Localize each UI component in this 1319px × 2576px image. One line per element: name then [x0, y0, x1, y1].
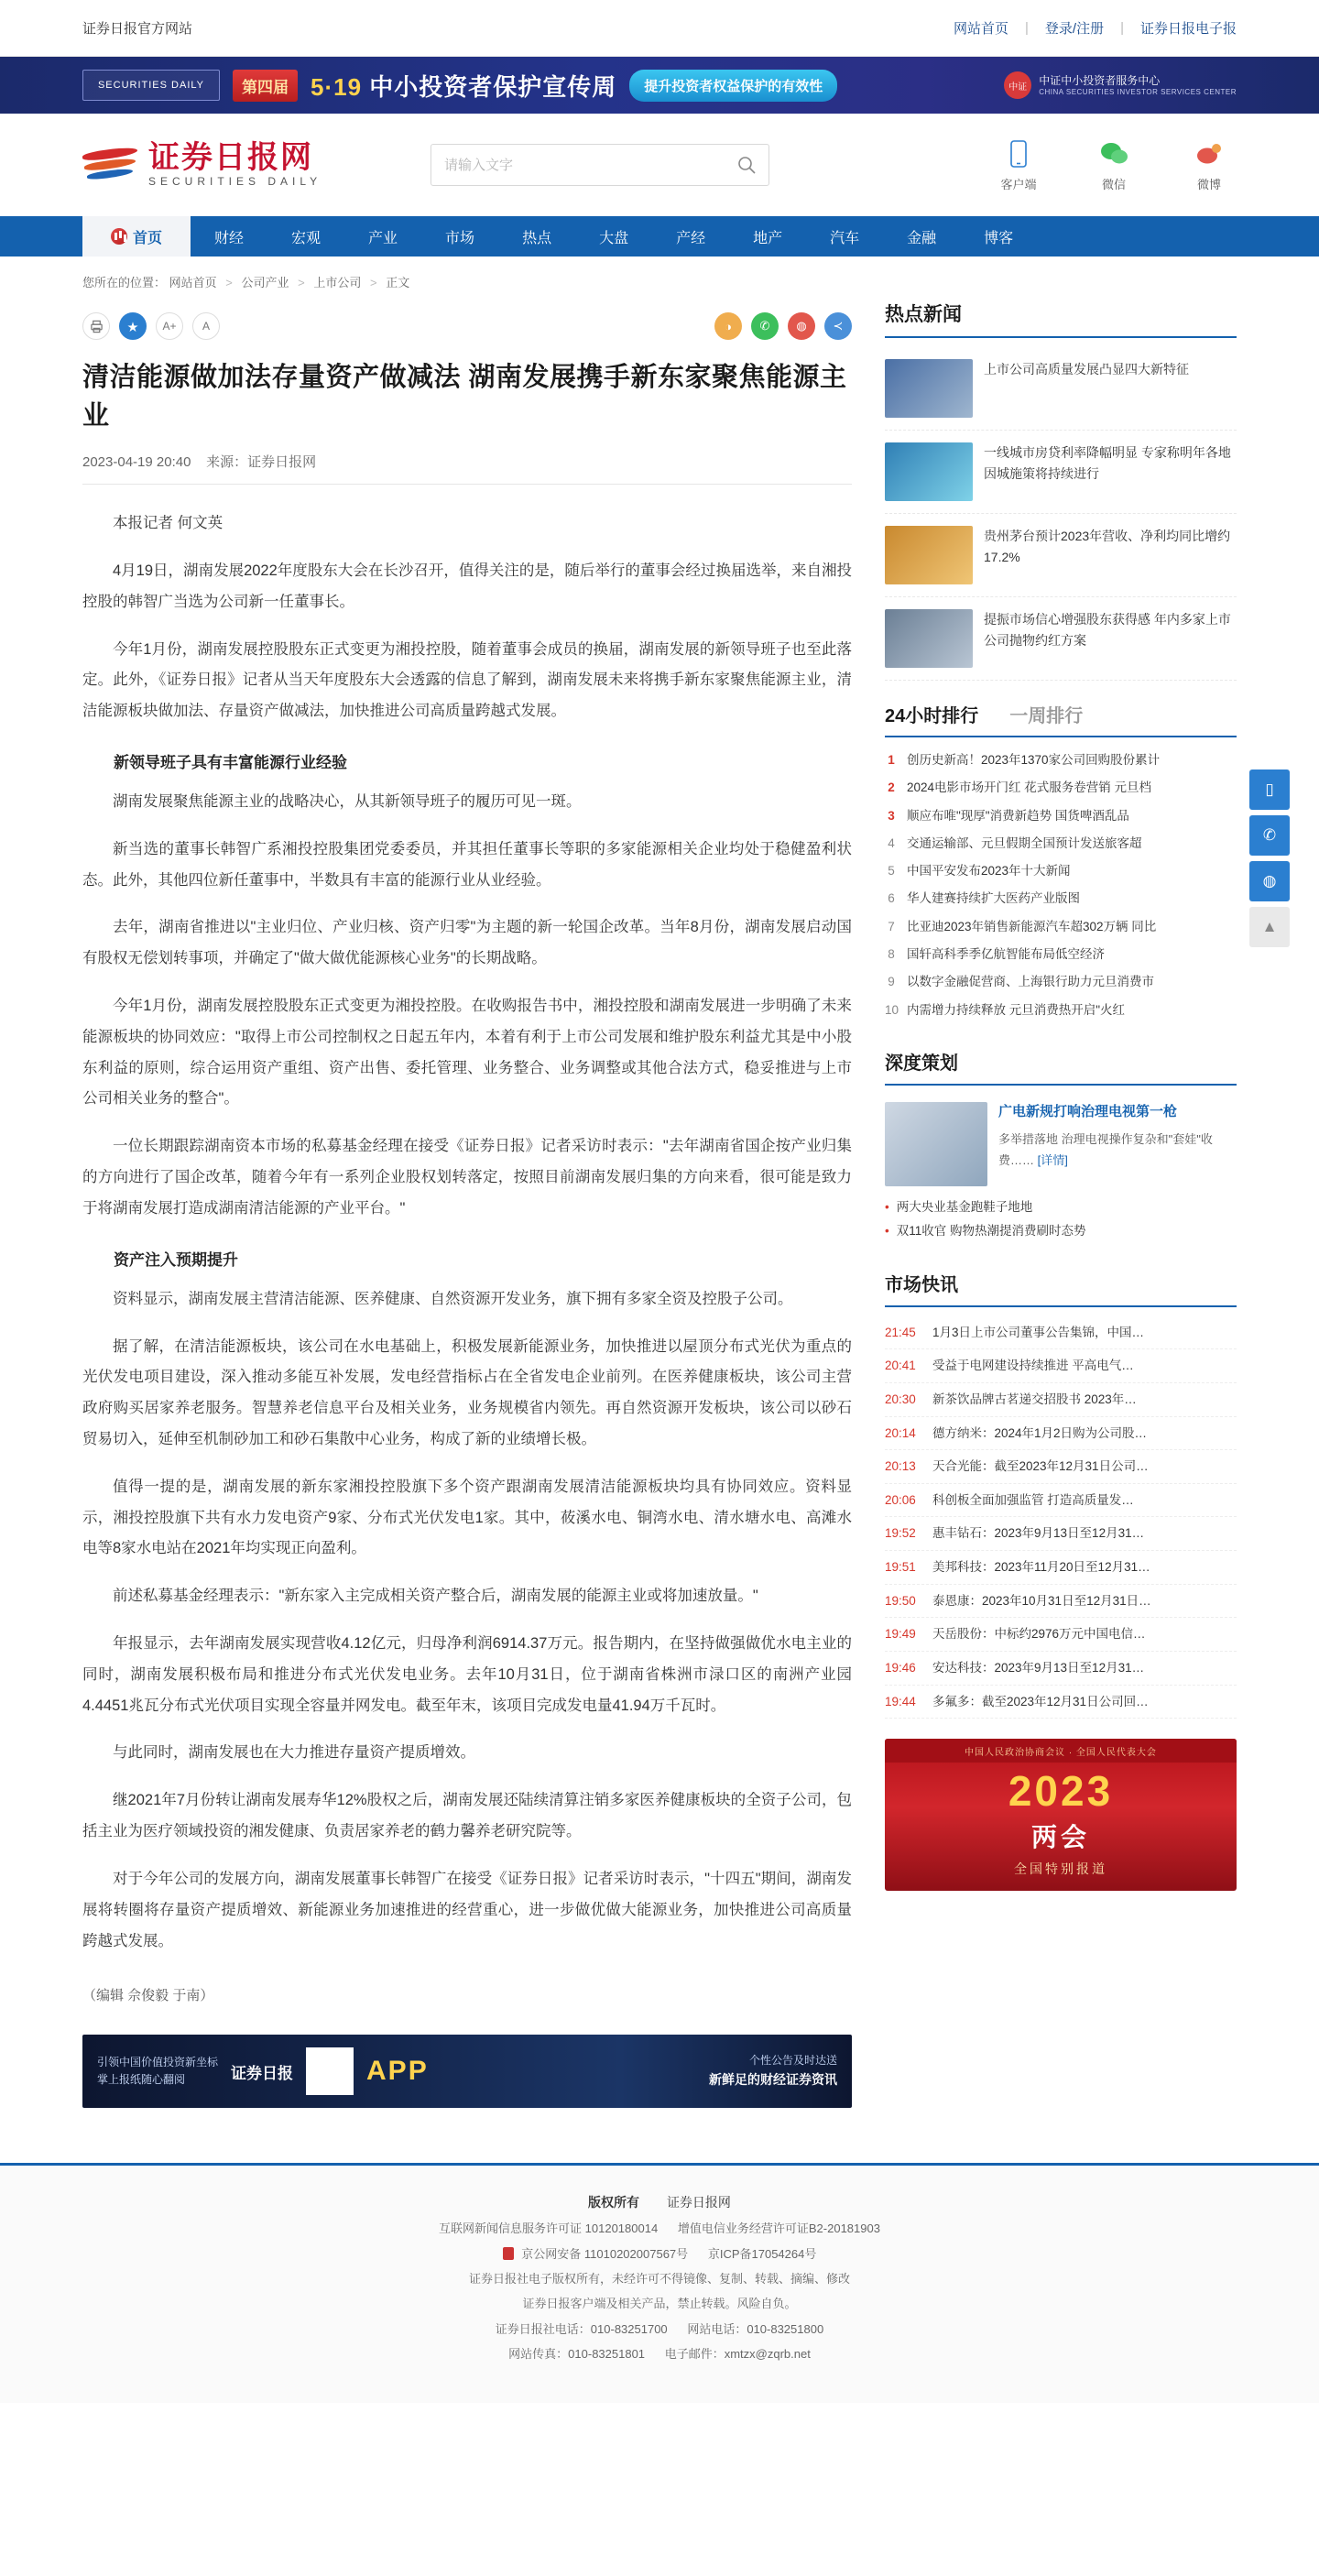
list-item[interactable] [885, 347, 1237, 431]
article-paragraph: 据了解，在清洁能源板块，该公司在水电基础上，积极发展新能源业务，加快推进以屋顶分布式光伏为重点的光伏发电项目建设，深入推动多能互补发展，发电经营指标占在全省发电企业前列。在医养健康板块，该公司主营政府购买居家养老服务。智慧养老信息平台及相关业务，业务规模省内领先。再自然资源开发板块，该公司以砂石贸易切入，延伸至机制砂加工和砂石集散中心业务，构成了新的业绩增长极。 [82, 1337, 852, 1447]
list-item-label: 提振市场信心增强股东获得感 年内多家上市公司抛物约红方案 [984, 612, 1231, 649]
flash-time: 21:45 [885, 1325, 916, 1339]
deep-planning-card[interactable] [885, 1089, 1237, 1192]
weibo-icon [1182, 138, 1237, 169]
rank-number: 7 [888, 919, 895, 933]
footer-email: 电子邮件：xmtzx@zqrb.net [664, 2346, 811, 2361]
main-nav [0, 216, 1319, 257]
list-item-label: 天岳股份：中标约2976万元中国电信… [932, 1627, 1146, 1642]
footer-police-record: 京公网安备 11010202007567号 [521, 2246, 689, 2261]
tab-24h-ranking[interactable]: 24小时排行 [885, 706, 979, 726]
nav-item-boke[interactable]: 博客 [984, 230, 1014, 246]
article-byline: 本报记者 何文英 [113, 515, 223, 532]
nav-item-dichan[interactable]: 地产 [753, 230, 783, 246]
page-title: 清洁能源做加法存量资产做减法 湖南发展携手新东家聚焦能源主业 [82, 363, 847, 431]
list-item[interactable] [885, 1652, 1237, 1686]
logo-title-cn: 证券日报网 [148, 140, 313, 176]
flash-time: 20:13 [885, 1459, 916, 1474]
market-flash-heading: 市场快讯 [885, 1270, 1237, 1307]
logo-mark-icon [82, 144, 139, 186]
nav-item-redian[interactable]: 热点 [522, 230, 552, 246]
list-item[interactable] [885, 747, 1237, 774]
rank-number: 2 [888, 780, 895, 795]
search-icon[interactable] [736, 154, 758, 176]
font-smaller-button[interactable]: A [192, 312, 220, 340]
promo-title-text: 中小投资者保护宣传周 [369, 72, 617, 101]
breadcrumb-sep: > [370, 276, 377, 289]
article-paragraph: 湖南发展聚焦能源主业的战略决心，从其新领导班子的履历可见一斑。 [113, 792, 582, 810]
breadcrumb-item-industry[interactable]: 公司产业 [241, 276, 289, 289]
list-item[interactable] [885, 1551, 1237, 1585]
list-item-label: 新茶饮品牌古茗递交招股书 2023年… [932, 1392, 1137, 1406]
rank-number: 10 [885, 1002, 899, 1017]
article-paragraph: 与此同时，湖南发展也在大力推进存量资产提质增效。 [113, 1744, 475, 1762]
star-icon[interactable]: ★ [119, 312, 147, 340]
article-subheading-2: 资产注入预期提升 [114, 1250, 238, 1269]
ad-strip-label: 中国人民政治协商会议 · 全国人民代表大会 [885, 1739, 1237, 1763]
content-columns [82, 300, 1278, 2145]
thumbnail [885, 1102, 987, 1186]
list-item-label: 中国平安发布2023年十大新闻 [907, 864, 1071, 879]
nav-item-chanjing[interactable]: 产经 [676, 230, 706, 246]
list-item[interactable] [885, 1349, 1237, 1383]
breadcrumb [82, 257, 1237, 300]
investor-service-icon: 中证 [1004, 71, 1031, 99]
back-to-top-icon[interactable]: ▲ [1249, 907, 1290, 947]
thumbnail [885, 442, 973, 501]
list-item[interactable] [885, 431, 1237, 514]
promo-org [1004, 71, 1237, 99]
top-link-login[interactable]: 登录/注册 [1044, 21, 1105, 37]
breadcrumb-item-current: 正文 [386, 276, 410, 289]
nav-item-jinrong[interactable]: 金融 [907, 230, 937, 246]
bullet-icon: • [885, 1199, 889, 1214]
list-item-label: 惠丰钻石：2023年9月13日至12月31… [932, 1526, 1145, 1541]
nav-item-shichang[interactable]: 市场 [445, 230, 475, 246]
list-item[interactable] [885, 1517, 1237, 1551]
flash-time: 20:41 [885, 1359, 916, 1373]
app-banner-brand: 证券日报 [231, 2064, 294, 2082]
list-item[interactable] [885, 968, 1237, 996]
thumbnail [885, 609, 973, 668]
logo-title-en: SECURITIES DAILY [148, 174, 322, 188]
deep-planning-more-link[interactable]: [详情] [1037, 1153, 1068, 1168]
rank-number: 9 [888, 975, 895, 989]
article-date: 2023-04-19 20:40 [82, 454, 191, 471]
sidebar [885, 300, 1237, 2108]
divider: | [1025, 20, 1029, 36]
article-paragraph: 今年1月份，湖南发展控股股东正式变更为湘投控股，随着董事会成员的换届，湖南发展的新领导班子也至此落定。此外，《证券日报》记者从当天年度股东大会透露的信息了解到，湖南发展未来将携手新东家聚焦能源主业，清洁能源板块做加法、存量资产做减法，加快推进公司高质量跨越式发展。 [82, 640, 852, 720]
search-box[interactable] [431, 144, 769, 186]
rank-number: 8 [888, 947, 895, 962]
footer-license-line [82, 2216, 1237, 2241]
rank-number: 1 [888, 753, 895, 767]
promo-org-cn: 中证中小投资者服务中心 [1039, 73, 1161, 87]
bullet-icon: • [885, 1224, 889, 1239]
header-apps [991, 138, 1237, 192]
article-paragraph: 前述私募基金经理表示："新东家入主完成相关资产整合后，湖南发展的能源主业或将加速放量。" [113, 1588, 758, 1605]
footer-license-b: 增值电信业务经营许可证B2-20181903 [677, 2221, 880, 2236]
article-paragraph: 年报显示，去年湖南发展实现营收4.12亿元，归母净利润6914.37万元。报告期内，在坚持做强做优水电主业的同时，湖南发展积极布局和推进分布式光伏发电业务。去年10月31日，位于湖南省株洲市渌口区的南洲产业园4.4451兆瓦分布式光伏项目实现全容量并网发电。截至年末，该项目完成发电量41.94万千瓦时。 [82, 1635, 852, 1714]
two-sessions-ad[interactable] [885, 1739, 1237, 1891]
list-item-label: 国轩高科季季亿航智能布局低空经济 [907, 947, 1105, 962]
promo-title [311, 69, 616, 103]
footer-fax: 网站传真：010-83251801 [508, 2346, 646, 2361]
article-paragraph: 4月19日，湖南发展2022年度股东大会在长沙召开，值得关注的是，随后举行的董事会经过换届选举，来自湘投控股的韩智广当选为公司新一任董事长。 [82, 562, 852, 610]
article-source: 证券日报网 [247, 454, 317, 471]
list-item-label: 双11收官 购物热潮提消费刷时态势 [896, 1224, 1086, 1239]
thumbnail [885, 526, 973, 584]
share-icon-qzone[interactable]: ◑ [714, 312, 742, 340]
promo-banner[interactable] [0, 57, 1319, 114]
list-item-label: 比亚迪2023年销售新能源汽车超302万辆 同比 [907, 919, 1157, 933]
site-footer [0, 2163, 1319, 2403]
list-item[interactable] [885, 830, 1237, 857]
article-editor: （编辑 佘俊毅 于南） [82, 1988, 214, 2004]
header-app-label: 客户端 [1000, 177, 1037, 191]
deep-planning-links [885, 1192, 1237, 1250]
flash-time: 19:50 [885, 1593, 916, 1608]
app-banner-line1: 引领中国价值投资新坐标 [97, 2055, 219, 2068]
article-paragraph: 对于今年公司的发展方向，湖南发展董事长韩智广在接受《证券日报》记者采访时表示，"十四五"期间，湖南发展将转圈将存量资产提质增效、新能源业务加速推进的经营重心，进一步做优做大能源业务，加快推进公司高质量跨越式发展。 [82, 1870, 852, 1949]
promo-badge: 第四届 [233, 70, 298, 102]
nav-item-dapan[interactable]: 大盘 [599, 230, 629, 246]
nav-item-qiche[interactable]: 汽车 [830, 230, 860, 246]
header-app-client[interactable] [991, 138, 1046, 192]
footer-copyright-name: 证券日报网 [666, 2195, 731, 2210]
breadcrumb-prefix: 您所在的位置： [82, 276, 167, 289]
ranking-list [885, 743, 1237, 1024]
list-item-label: 内需增力持续释放 元旦消费热开启"火红 [907, 1002, 1126, 1017]
divider: | [1120, 20, 1124, 36]
promo-logo: SECURITIES DAILY [82, 70, 220, 101]
header-app-wechat[interactable] [1086, 138, 1141, 192]
flash-time: 19:51 [885, 1560, 916, 1575]
flash-time: 20:06 [885, 1492, 916, 1507]
list-item-label: 安达科技：2023年9月13日至12月31… [932, 1661, 1145, 1675]
promo-org-en: CHINA SECURITIES INVESTOR SERVICES CENTER [1039, 87, 1237, 96]
list-item-label: 天合光能：截至2023年12月31日公司… [932, 1459, 1149, 1474]
share-icon-more[interactable]: ≺ [824, 312, 852, 340]
floating-rail [1249, 770, 1290, 953]
list-item-label: 受益于电网建设持续推进 平高电气… [932, 1359, 1134, 1373]
ad-year: 2023 [1008, 1767, 1114, 1816]
list-item-label: 以数字金融促营商、上海银行助力元旦消费市 [907, 975, 1154, 989]
app-banner-app: APP [366, 2056, 429, 2087]
nav-item-caijing[interactable]: 财经 [214, 230, 245, 246]
footer-contact-line-1 [82, 2317, 1237, 2341]
qr-code-icon [306, 2047, 354, 2095]
deep-planning-heading: 深度策划 [885, 1048, 1237, 1086]
list-item-label: 顺应布唯"现厚"消费新趋势 国货啤酒乱品 [907, 808, 1129, 823]
breadcrumb-item-listed[interactable]: 上市公司 [313, 276, 362, 289]
header-app-label: 微博 [1196, 177, 1221, 191]
header-app-weibo[interactable] [1182, 138, 1237, 192]
nav-item-hongguan[interactable]: 宏观 [291, 230, 322, 246]
market-flash-list [885, 1311, 1237, 1719]
list-item[interactable] [885, 514, 1237, 597]
list-item-label: 多氟多：截至2023年12月31日公司回… [932, 1694, 1149, 1708]
list-item[interactable] [885, 1618, 1237, 1652]
article-subheading-1: 新领导班子具有丰富能源行业经验 [114, 753, 347, 771]
list-item[interactable] [885, 1316, 1237, 1350]
breadcrumb-sep: > [298, 276, 305, 289]
article-source-label: 来源： [206, 454, 248, 471]
article-column [82, 300, 852, 2108]
promo-title-number: 5·19 [311, 72, 363, 101]
article-paragraph: 今年1月份，湖南发展控股股东正式变更为湘投控股。在收购报告书中，湘投控股和湖南发展进一步明确了未来能源板块的协同效应："取得上市公司控制权之日起五年内，本着有利于上市公司发展和维护股东利益尤其是中小股东利益的原则，综合运用资产重组、资产出售、委托管理、业务整合、业务调整或其他合法方式，稳妥推进与上市公司相关业务的整合"。 [82, 998, 852, 1108]
footer-copyright-label: 版权所有 [588, 2195, 640, 2210]
footer-disclaimer-1: 证券日报社电子版权所有，未经许可不得镜像、复制、转载、摘编、修改 [468, 2272, 850, 2287]
article-meta [82, 452, 852, 485]
list-item-label: 2024电影市场开门红 花式服务卷营销 元旦档 [907, 780, 1152, 795]
top-bar-links [954, 18, 1237, 38]
list-item[interactable] [885, 857, 1237, 885]
rank-number: 5 [888, 864, 895, 879]
list-item[interactable] [885, 1195, 1237, 1219]
flash-time: 20:14 [885, 1425, 916, 1440]
rank-number: 4 [888, 835, 895, 850]
font-larger-button[interactable]: A+ [156, 312, 183, 340]
site-header [0, 114, 1319, 216]
article-paragraph: 新当选的董事长韩智广系湘投控股集团党委委员，并其担任董事长等职的多家能源相关企业均处于稳健盈利状态。此外，其他四位新任董事中，半数具有丰富的能源行业从业经验。 [82, 840, 852, 889]
list-item-label: 一线城市房贷利率降幅明显 专家称明年各地因城施策将持续进行 [984, 445, 1231, 482]
list-item[interactable] [885, 597, 1237, 681]
home-icon [111, 228, 127, 245]
site-official-label: 证券日报官方网站 [82, 21, 193, 37]
search-input[interactable] [442, 157, 736, 174]
hot-news-list [885, 342, 1237, 681]
list-item[interactable] [885, 997, 1237, 1024]
list-item[interactable] [885, 1417, 1237, 1451]
list-item[interactable] [885, 1686, 1237, 1719]
promo-slogan: 提升投资者权益保护的有效性 [629, 70, 837, 102]
phone-icon[interactable]: ▯ [1249, 770, 1290, 810]
list-item-label: 创历史新高！2023年1370家公司回购股份累计 [907, 753, 1161, 767]
deep-planning-headline: 广电新规打响治理电视第一枪 [998, 1103, 1178, 1119]
list-item-label: 科创板全面加强监管 打造高质量发… [932, 1492, 1134, 1507]
flash-time: 19:44 [885, 1694, 916, 1708]
footer-icp-line [82, 2242, 1237, 2266]
list-item-label: 德方纳米：2024年1月2日购为公司股… [932, 1425, 1148, 1440]
flash-time: 20:30 [885, 1392, 916, 1406]
article-toolbar [82, 300, 852, 349]
share-icon-wechat[interactable]: ✆ [751, 312, 779, 340]
top-link-home[interactable]: 网站首页 [953, 21, 1008, 37]
app-banner-line2: 掌上报纸随心翻阅 [97, 2073, 186, 2087]
footer-copyright [82, 2189, 1237, 2216]
list-item[interactable] [885, 1450, 1237, 1484]
police-badge-icon [503, 2247, 514, 2260]
article-paragraph: 一位长期跟踪湖南资本市场的私募基金经理在接受《证券日报》记者采访时表示："去年湖南省国企按产业归集的方向进行了国企改革，随着今年有一系列企业股权划转落定，按照目前湖南发展归集的方向来看，很可能是致力于将湖南发展打造成湖南清洁能源的产业平台。" [82, 1138, 852, 1217]
nav-item-chanye[interactable]: 产业 [368, 230, 398, 246]
list-item[interactable] [885, 941, 1237, 968]
footer-license-a: 互联网新闻信息服务许可证 10120180014 [439, 2221, 659, 2236]
article-paragraph: 资料显示，湖南发展主营清洁能源、医养健康、自然资源开发业务，旗下拥有多家全资及控股子公司。 [113, 1290, 793, 1307]
footer-contact-line-2 [82, 2341, 1237, 2366]
list-item[interactable] [885, 913, 1237, 941]
nav-item-home[interactable] [82, 216, 191, 257]
top-bar [0, 0, 1319, 57]
ad-headline: 两会 [1030, 1823, 1090, 1852]
flash-time: 19:49 [885, 1627, 916, 1642]
flash-time: 19:52 [885, 1526, 916, 1541]
top-link-epaper[interactable]: 证券日报电子报 [1139, 21, 1237, 37]
tab-week-ranking[interactable]: 一周排行 [1009, 706, 1084, 726]
list-item-label: 上市公司高质量发展凸显四大新特征 [984, 362, 1189, 377]
nav-item-label: 首页 [132, 230, 162, 246]
rank-number: 6 [888, 891, 895, 906]
breadcrumb-item-home[interactable]: 网站首页 [169, 276, 217, 289]
list-item[interactable] [885, 774, 1237, 802]
footer-icp-record: 京ICP备17054264号 [707, 2246, 817, 2261]
article-body [82, 485, 852, 2011]
thumbnail [885, 359, 973, 418]
list-item[interactable] [885, 1585, 1237, 1619]
list-item-label: 华人建赛持续扩大医药产业版图 [907, 891, 1080, 906]
app-banner-feature-1: 个性公告及时达送 [748, 2054, 837, 2067]
footer-disclaimer-2: 证券日报客户端及相关产品，禁止转载。风险自负。 [522, 2297, 797, 2311]
rank-number: 3 [888, 808, 895, 823]
hot-news-heading: 热点新闻 [885, 300, 1237, 338]
header-app-label: 微信 [1101, 177, 1126, 191]
weibo-icon[interactable]: ◍ [1249, 861, 1290, 901]
list-item-label: 贵州茅台预计2023年营收、净利均同比增约17.2% [984, 529, 1231, 565]
wechat-icon [1086, 138, 1141, 169]
article-paragraph: 去年，湖南省推进以"主业归位、产业归核、资产归零"为主题的新一轮国企改革。当年8月份，湖南发展启动国有股权无偿划转事项，并确定了"做大做优能源核心业务"的长期战略。 [82, 919, 852, 967]
site-logo[interactable] [82, 142, 385, 188]
phone-icon [991, 138, 1046, 169]
list-item-label: 美邦科技：2023年11月20日至12月31… [932, 1560, 1150, 1575]
list-item-label: 泰恩康：2023年10月31日至12月31日… [932, 1593, 1151, 1608]
wechat-icon[interactable]: ✆ [1249, 815, 1290, 856]
article-paragraph: 继2021年7月份转让湖南发展寿华12%股权之后，湖南发展还陆续清算注销多家医养健康板块的全资子公司，包括主业为医疗领域投资的湘发健康、负责居家养老的鹤力馨养老研究院等。 [82, 1792, 852, 1840]
footer-site-phone: 网站电话：010-83251800 [687, 2321, 824, 2336]
list-item-label: 1月3日上市公司董事公告集锦，中国… [932, 1325, 1145, 1339]
app-banner-feature-2: 新鲜足的财经证券资讯 [709, 2072, 837, 2088]
article-paragraph: 值得一提的是，湖南发展的新东家湘投控股旗下多个资产跟湖南发展清洁能源板块均具有协同效应。资料显示，湘投控股旗下共有水力发电资产9家、分布式光伏发电1家。其中，莜溪水电、铜湾水电、清水塘水电、高滩水电等8家水电站在2021年均实现正向盈利。 [82, 1478, 852, 1557]
list-item-label: 交通运输部、元旦假期全国预计发送旅客超 [907, 835, 1142, 850]
footer-phone: 证券日报社电话：010-83251700 [495, 2321, 668, 2336]
list-item[interactable] [885, 885, 1237, 912]
ad-subtitle: 全国特别报道 [1014, 1861, 1107, 1877]
list-item[interactable] [885, 802, 1237, 830]
list-item[interactable] [885, 1219, 1237, 1243]
list-item[interactable] [885, 1383, 1237, 1417]
list-item-label: 两大央业基金跑鞋子地地 [896, 1199, 1033, 1214]
print-icon[interactable] [82, 312, 110, 340]
deep-planning-desc: 多举措落地 治理电视操作复杂和"套娃"收费…… [998, 1132, 1213, 1168]
breadcrumb-sep: > [225, 276, 233, 289]
app-promo-banner[interactable] [82, 2035, 852, 2108]
flash-time: 19:46 [885, 1661, 916, 1675]
ranking-tabs [885, 701, 1237, 737]
share-icon-weibo[interactable]: ◍ [788, 312, 815, 340]
list-item[interactable] [885, 1484, 1237, 1518]
